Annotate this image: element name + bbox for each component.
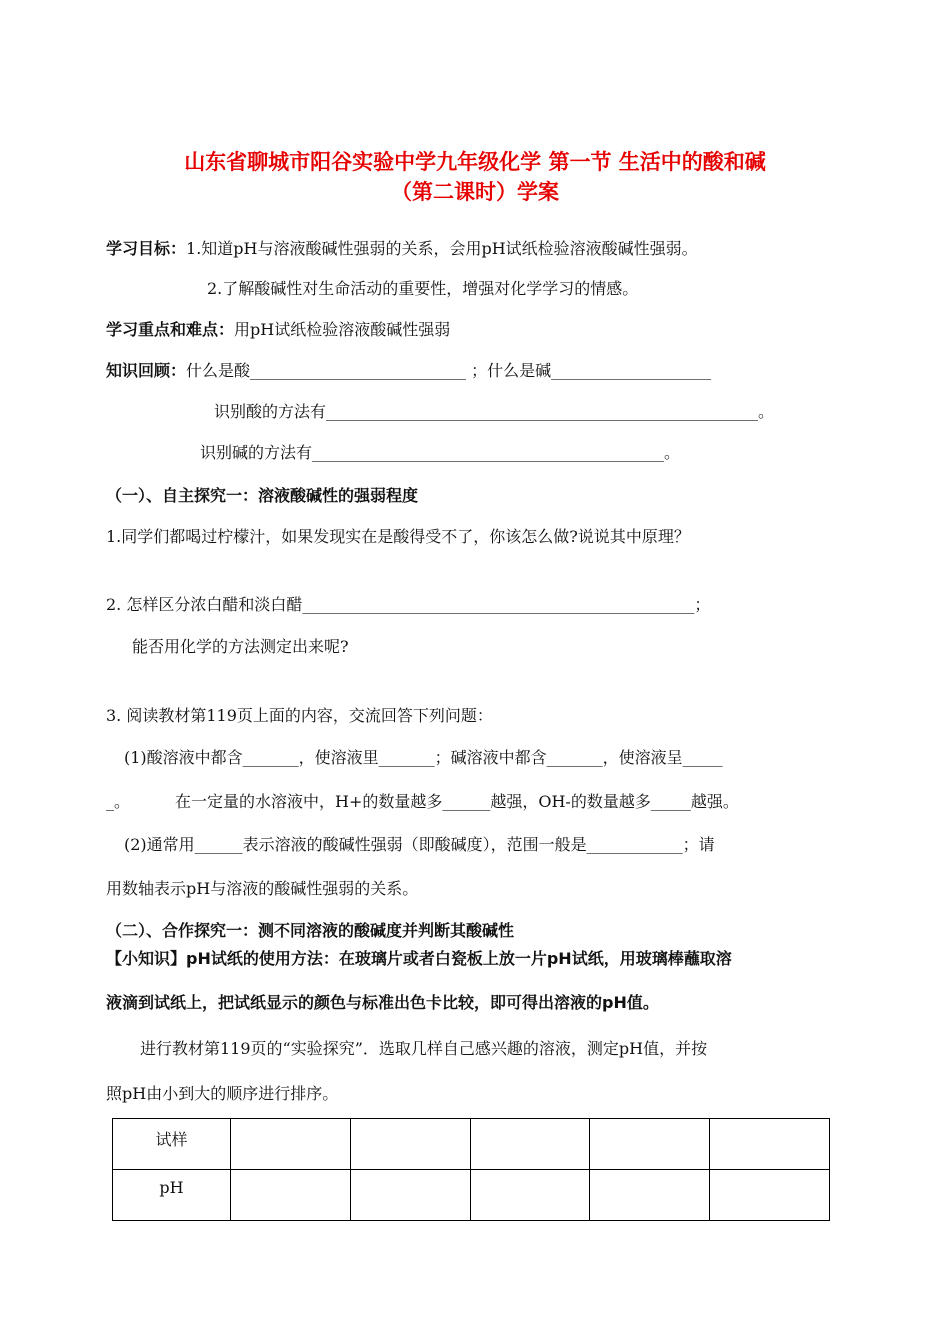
key-points-text: 用pH试纸检验溶液酸碱性强弱 (234, 320, 451, 339)
table-cell (231, 1170, 351, 1221)
table-cell (590, 1119, 710, 1170)
question-3-1-line-3: 在一定量的水溶液中，H+的数量越多______越强，OH-的数量越多_____越强。 (175, 792, 739, 811)
key-points-label: 学习重点和难点： (106, 320, 235, 339)
question-2-line-2: 能否用化学的方法测定出来呢? (132, 637, 349, 656)
table-row (113, 1119, 830, 1170)
review-base-method: 识别碱的方法有____________________________________________。 (200, 443, 681, 462)
table-cell (231, 1119, 351, 1170)
objective-2: 2.了解酸碱性对生命活动的重要性，增强对化学学习的情感。 (207, 279, 639, 298)
table-cell (710, 1119, 830, 1170)
table-cell (590, 1170, 710, 1221)
ph-record-table (112, 1118, 830, 1221)
title-line-1: 山东省聊城市阳谷实验中学九年级化学 第一节 生活中的酸和碱 (184, 150, 766, 174)
question-2-line-1: 2. 怎样区分浓白醋和淡白醋_________________________________________________； (106, 595, 711, 614)
objectives-row-1 (106, 236, 698, 259)
review-row-1 (106, 358, 711, 381)
question-1: 1.同学们都喝过柠檬汁，如果发现实在是酸得受不了，你该怎么做?说说其中原理？ (106, 527, 690, 546)
table-row (113, 1170, 830, 1221)
table-row-label-sample: 试样 (113, 1119, 231, 1170)
tip-line-2: 液滴到试纸上，把试纸显示的颜色与标准出色卡比较，即可得出溶液的pH值。 (106, 993, 659, 1012)
review-acid-method: 识别酸的方法有______________________________________________________。 (214, 402, 775, 421)
table-cell (470, 1170, 590, 1221)
question-3-2-line-2: 用数轴表示pH与溶液的酸碱性强弱的关系。 (106, 879, 419, 898)
review-acid-question: 什么是酸___________________________ ；什么是碱____________________ (186, 361, 712, 380)
task-line-1: 进行教材第119页的“实验探究”．选取几样自己感兴趣的溶液，测定pH值，并按 (140, 1039, 708, 1058)
section-2-heading: （二）、合作探究一：测不同溶液的酸碱度并判断其酸碱性 (106, 921, 515, 940)
tip-line-1: 【小知识】pH试纸的使用方法：在玻璃片或者白瓷板上放一片pH试纸，用玻璃棒蘸取溶 (106, 949, 732, 968)
table-cell (350, 1170, 470, 1221)
key-points-row (106, 317, 450, 340)
question-3-1-line-2: _。 (106, 792, 131, 811)
table-cell (710, 1170, 830, 1221)
table-cell (350, 1119, 470, 1170)
section-1-heading: （一）、自主探究一：溶液酸碱性的强弱程度 (106, 486, 419, 505)
objective-1: 1.知道pH与溶液酸碱性强弱的关系，会用pH试纸检验溶液酸碱性强弱。 (186, 239, 698, 258)
question-3-2-line-1: (2)通常用______表示溶液的酸碱性强弱（即酸碱度），范围一般是____________；请 (124, 835, 715, 854)
table-cell (470, 1119, 590, 1170)
table-row-label-ph: pH (113, 1170, 231, 1221)
question-3: 3. 阅读教材第119页上面的内容，交流回答下列问题： (106, 706, 493, 725)
question-3-1-line-1: (1)酸溶液中都含_______，使溶液里_______；碱溶液中都含_______，使溶液呈_____ (124, 748, 723, 767)
review-label: 知识回顾： (106, 361, 187, 380)
title-line-2: （第二课时）学案 (391, 180, 559, 204)
objectives-label: 学习目标： (106, 239, 187, 258)
task-line-2: 照pH由小到大的顺序进行排序。 (106, 1084, 339, 1103)
